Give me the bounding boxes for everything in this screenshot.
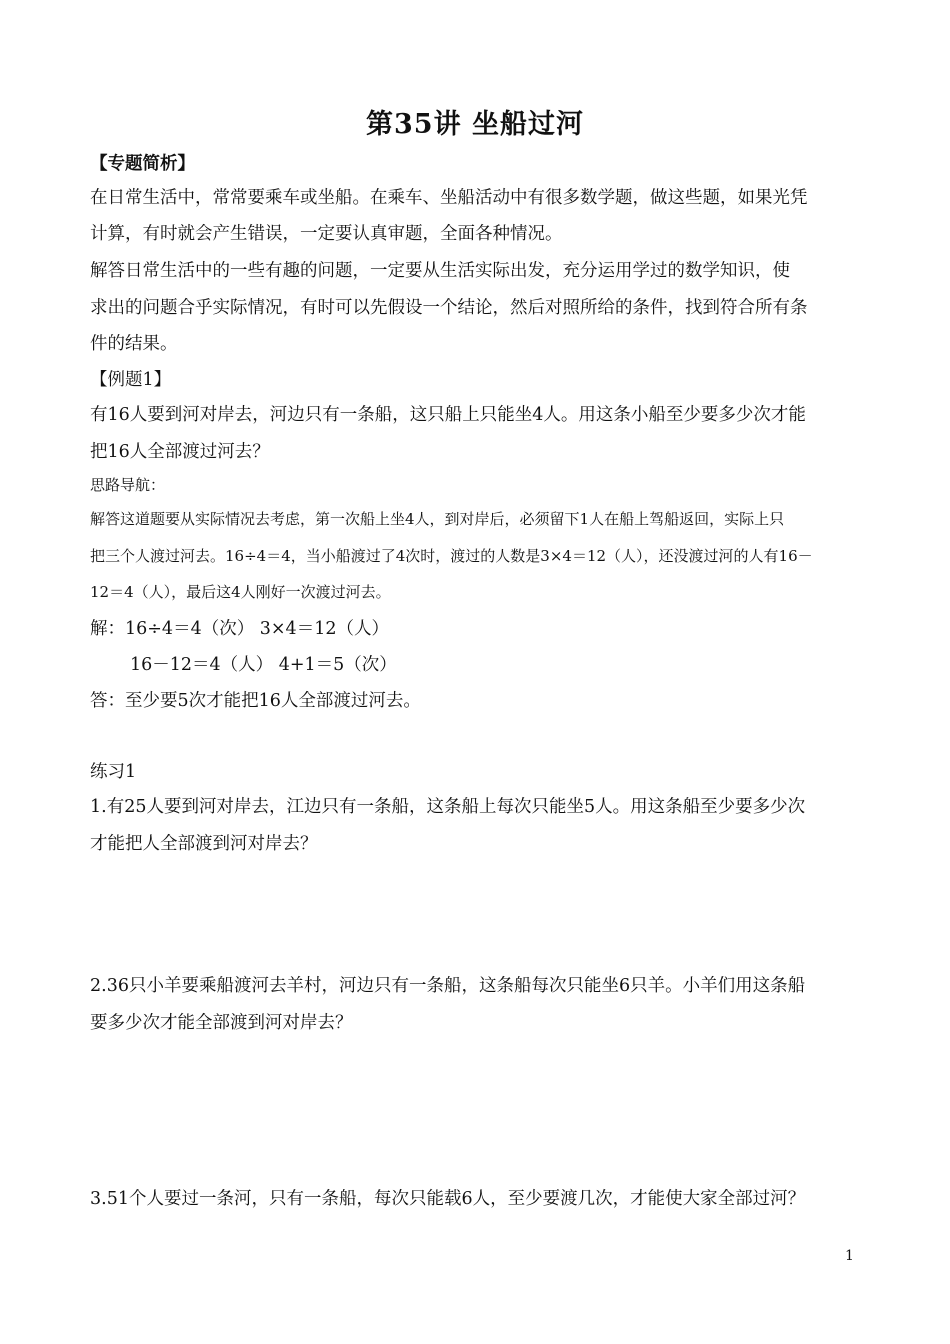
intro-text: 在日常生活中，常常要乘车或坐船。在乘车、坐船活动中有很多数学题，做这些题，如果光凭 — [90, 188, 808, 208]
answer-line: 答：至少要5次才能把16人全部渡过河去。 — [90, 691, 421, 711]
solution-line: 解：16÷4＝4（次） 3×4＝12（人） — [90, 619, 389, 639]
hint-label: 思路导航： — [90, 476, 166, 494]
section-heading-intro: 【专题简析】 — [90, 154, 195, 174]
practice-question: 2.36只小羊要乘船渡河去羊村，河边只有一条船，这条船每次只能坐6只羊。小羊们用这条船 — [90, 976, 806, 996]
section-heading-practice: 练习1 — [90, 762, 137, 782]
example-question: 把16人全部渡过河去？ — [90, 442, 270, 462]
hint-text: 12＝4（人），最后这4人刚好一次渡过河去。 — [90, 583, 391, 601]
practice-question: 才能把人全部渡到河对岸去？ — [90, 834, 318, 854]
page-number: 1 — [845, 1248, 854, 1264]
intro-text: 件的结果。 — [90, 334, 178, 354]
practice-question: 要多少次才能全部渡到河对岸去？ — [90, 1013, 353, 1033]
hint-text: 解答这道题要从实际情况去考虑，第一次船上坐4人，到对岸后，必须留下1人在船上驾船返回，实际上只 — [90, 510, 785, 528]
intro-text: 求出的问题合乎实际情况，有时可以先假设一个结论，然后对照所给的条件，找到符合所有条 — [90, 298, 808, 318]
solution-line: 16－12＝4（人） 4+1＝5（次） — [130, 655, 397, 675]
example-question: 有16人要到河对岸去，河边只有一条船，这只船上只能坐4人。用这条小船至少要多少次才能 — [90, 405, 806, 425]
intro-text: 计算，有时就会产生错误，一定要认真审题，全面各种情况。 — [90, 224, 563, 244]
practice-question: 3.51个人要过一条河，只有一条船，每次只能载6人，至少要渡几次，才能使大家全部过河？ — [90, 1189, 806, 1209]
practice-question: 1.有25人要到河对岸去，江边只有一条船，这条船上每次只能坐5人。用这条船至少要多少次 — [90, 797, 806, 817]
page-title: 第35讲 坐船过河 — [366, 109, 584, 140]
section-heading-example: 【例题1】 — [90, 370, 172, 390]
hint-text: 把三个人渡过河去。16÷4＝4，当小船渡过了4次时，渡过的人数是3×4＝12（人），还没渡过河的人有16－ — [90, 547, 813, 565]
intro-text: 解答日常生活中的一些有趣的问题，一定要从生活实际出发，充分运用学过的数学知识，使 — [90, 261, 790, 281]
